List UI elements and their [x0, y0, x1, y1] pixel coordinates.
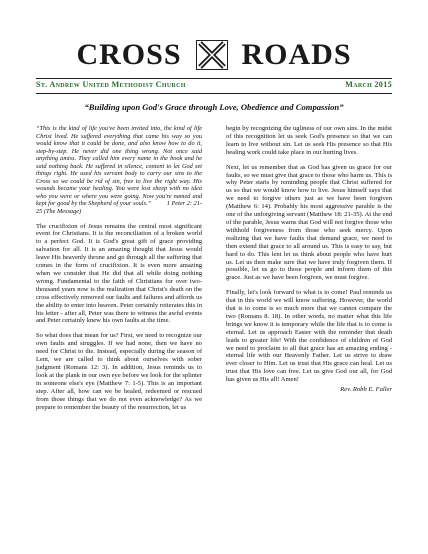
article-paragraph: The crucifixion of Jesus remains the central most significant event for Christians. It is the reconciliation of a broken world to a perfect God. It is God's great gift of grace providing salvation for all. It is an amazing thought that Jesus would leave His heavenly throne and go through all the suffering that comes in the form of crucifixion. It is even more amazing when we consider that He did that all while doing nothing wrong. Fundamental to the faith of Christians for over two-thousand years now is the realization that Christ's death on the cross effectively removed our faults and failures and affords us the ability to enter into heaven. Peter certainly reiterates this in his letter - after all, Peter was there to witness the awful events and Peter certainly knew his own faults at the time. [36, 222, 202, 325]
author-signature: Rev. Robb E. Faller [340, 386, 392, 394]
article-paragraph: So what does that mean for us? First, we need to recognize our own faults and struggles. If we had none, then we have no need for Christ to die. Instead, especially during the season of Lent, we are called to think about ourselves with sober judgment (Romans 12: 3). In addition, Jesus reminds us to look at the plank in our own eye before we look for the splinter in someone else's eye (Matthew 7: 1-5). This is an important step. After all, how can we be healed, redeemed or rescued from those things that we do not even acknowledge? As we prepare to remember the beauty of the resurrection, let us [36, 332, 202, 411]
article-paragraph: begin by recognizing the ugliness of our own sins. In the midst of this recognition let us seek God's presence so that we can learn to live without sin. Let us seek His presence so that His healing work could take place in our hurting lives. [226, 125, 392, 156]
issue-header [36, 80, 392, 89]
church-name: St. Andrew United Methodist Church [36, 80, 186, 89]
article-paragraph: Next, let us remember that as God has given us grace for our faults, so we must give that grace to those who harm us. This is why Peter starts by reminding people that Christ suffered for us so that we would know how to live. Jesus himself says that we need to forgive others just as we have been forgiven (Matthew 6: 14). Probably his most aggressive parable is the one of the unforgiving servant (Matthew 18: 21-35). At the end of the parable, Jesus warns that God will not forgive those who withhold forgiveness from those who seek mercy. Upon realizing that we have faults that demand grace, we need to then extend that grace to all around us. This is easy to say, but hard to do. This lent let us think about people who have hurt us. Let us then make sure that we have truly forgiven them. If possible, let us go to those people and inform them of this grace. Just as we have been forgiven, we must forgive. [226, 163, 392, 282]
issue-date: March 2015 [345, 80, 392, 89]
scripture-quote [36, 125, 202, 216]
right-column [226, 125, 392, 401]
theme-line: “Building upon God's Grace through Love, Obedience and Compassion” [84, 102, 344, 112]
header-bottom-rule [36, 93, 392, 94]
masthead-left-word: CROSS [76, 38, 182, 71]
article-paragraph: Finally, let's look forward to what is to come! Paul reminds us that in this world we will know suffering. However, the world that is to come is so much more that we cannot compare the two (Romans 8. 18). In other words, no matter what this life brings we know it is temporary while the life that is to come is eternal. Let us approach Easter with the reminder that death leads to greater life! With the confidence of children of God we need to proclaim to all that grace has an amazing ending - eternal life with our Heavenly Father. Let us strive to draw ever closer to Him. Let us trust that His grace can heal. Let us trust that His love can free. Let us give God our all, for God has given us His all! Amen! [226, 289, 392, 384]
header-top-rule [36, 78, 392, 79]
masthead-right-word: ROADS [241, 38, 352, 71]
left-column [36, 125, 202, 418]
masthead [0, 36, 428, 74]
scripture-quote-text: “This is the kind of life you've been invited into, the kind of life Christ lived. He suffered everything that came his way so you would know that it could be done, and also know how to do it, step-by-step. He never did one thing wrong. Not once said anything amiss. They called him every name in the book and he said nothing back. He suffered in silence, content to let God set things right. He used his servant body to carry our sins to the Cross so we could be rid of sin, free to live the right way. His wounds became your healing. You were lost sheep with no idea who you were or where you were going. Now you're named and kept for good by the Shepherd of your souls.” [36, 125, 202, 208]
cross-x-icon [196, 40, 228, 70]
scripture-reference: 1 Peter 2: 21-25 (The Message) [36, 200, 202, 216]
